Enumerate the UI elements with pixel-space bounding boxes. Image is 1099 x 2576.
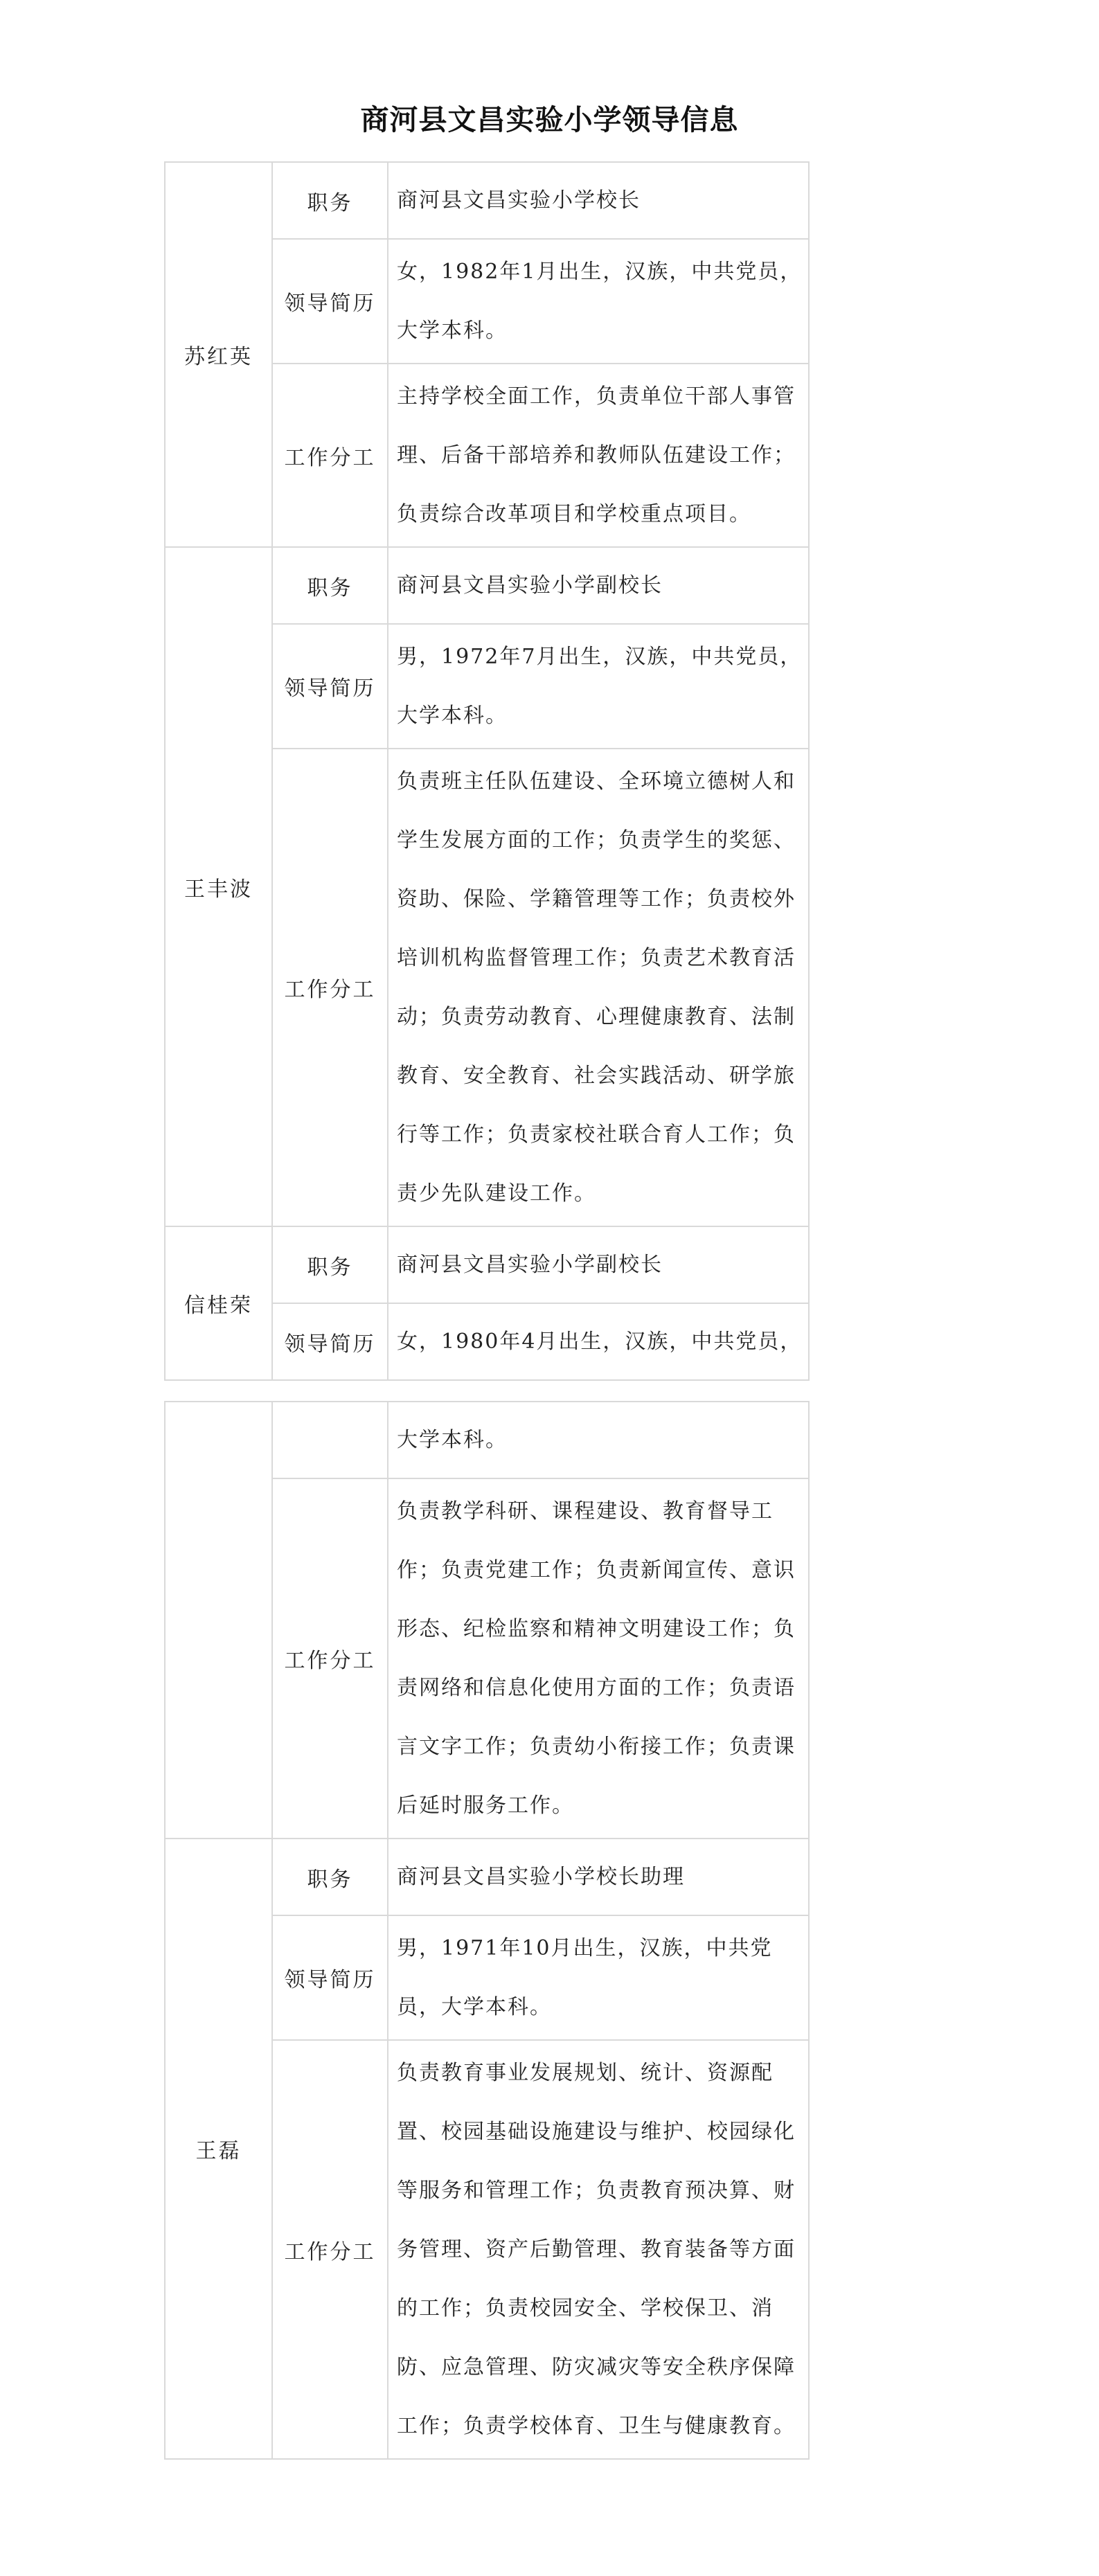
table-row: [165, 1839, 809, 1915]
duty-value: 负责教育事业发展规划、统计、资源配置、校园基础设施建设与维护、校园绿化等服务和管理工作；负责教育预决算、财务管理、资产后勤管理、教育装备等方面的工作；负责校园安全、学校保卫、消防、应急管理、防灾减灾等安全秩序保障工作；负责学校体育、卫生与健康教育。: [388, 2040, 809, 2459]
duty-value: 负责班主任队伍建设、全环境立德树人和学生发展方面的工作；负责学生的奖惩、资助、保险、学籍管理等工作；负责校外培训机构监督管理工作；负责艺术教育活动；负责劳动教育、心理健康教育、法制教育、安全教育、社会实践活动、研学旅行等工作；负责家校社联合育人工作；负责少先队建设工作。: [388, 749, 809, 1226]
table-row: [165, 1402, 809, 1478]
resume-label: 领导简历: [272, 1303, 388, 1380]
resume-value: 女，1980年4月出生，汉族，中共党员，: [388, 1303, 809, 1380]
position-label: 职务: [272, 162, 388, 239]
position-label: 职务: [272, 1226, 388, 1303]
duty-label: 工作分工: [272, 1478, 388, 1839]
leader-name: 王丰波: [165, 547, 272, 1226]
page-title: 商河县文昌实验小学领导信息: [360, 103, 739, 136]
resume-label: 领导简历: [272, 624, 388, 749]
leader-name-continued: [165, 1402, 272, 1839]
duty-label: 工作分工: [272, 2040, 388, 2459]
leader-name: 王磊: [165, 1839, 272, 2459]
resume-label: 领导简历: [272, 1915, 388, 2040]
position-label: 职务: [272, 547, 388, 624]
leader-name: 信桂荣: [165, 1226, 272, 1380]
resume-value: 女，1982年1月出生，汉族，中共党员，大学本科。: [388, 239, 809, 364]
duty-value: 主持学校全面工作，负责单位干部人事管理、后备干部培养和教师队伍建设工作；负责综合改革项目和学校重点项目。: [388, 364, 809, 547]
duty-label: 工作分工: [272, 749, 388, 1226]
duty-label: 工作分工: [272, 364, 388, 547]
position-value: 商河县文昌实验小学副校长: [388, 1226, 809, 1303]
leader-table-page-1: [164, 161, 810, 1381]
duty-value: 负责教学科研、课程建设、教育督导工作；负责党建工作；负责新闻宣传、意识形态、纪检监察和精神文明建设工作；负责网络和信息化使用方面的工作；负责语言文字工作；负责幼小衔接工作；负责课后延时服务工作。: [388, 1478, 809, 1839]
resume-label: 领导简历: [272, 239, 388, 364]
position-value: 商河县文昌实验小学校长: [388, 162, 809, 239]
leader-name: 苏红英: [165, 162, 272, 547]
table-row: [165, 1226, 809, 1303]
resume-value: 男，1972年7月出生，汉族，中共党员，大学本科。: [388, 624, 809, 749]
resume-value-continued: 大学本科。: [388, 1402, 809, 1478]
table-row: [165, 162, 809, 239]
resume-value: 男，1971年10月出生，汉族，中共党员，大学本科。: [388, 1915, 809, 2040]
position-value: 商河县文昌实验小学副校长: [388, 547, 809, 624]
position-value: 商河县文昌实验小学校长助理: [388, 1839, 809, 1915]
resume-label-continued: [272, 1402, 388, 1478]
position-label: 职务: [272, 1839, 388, 1915]
table-row: [165, 547, 809, 624]
leader-table-page-2: [164, 1401, 810, 2460]
